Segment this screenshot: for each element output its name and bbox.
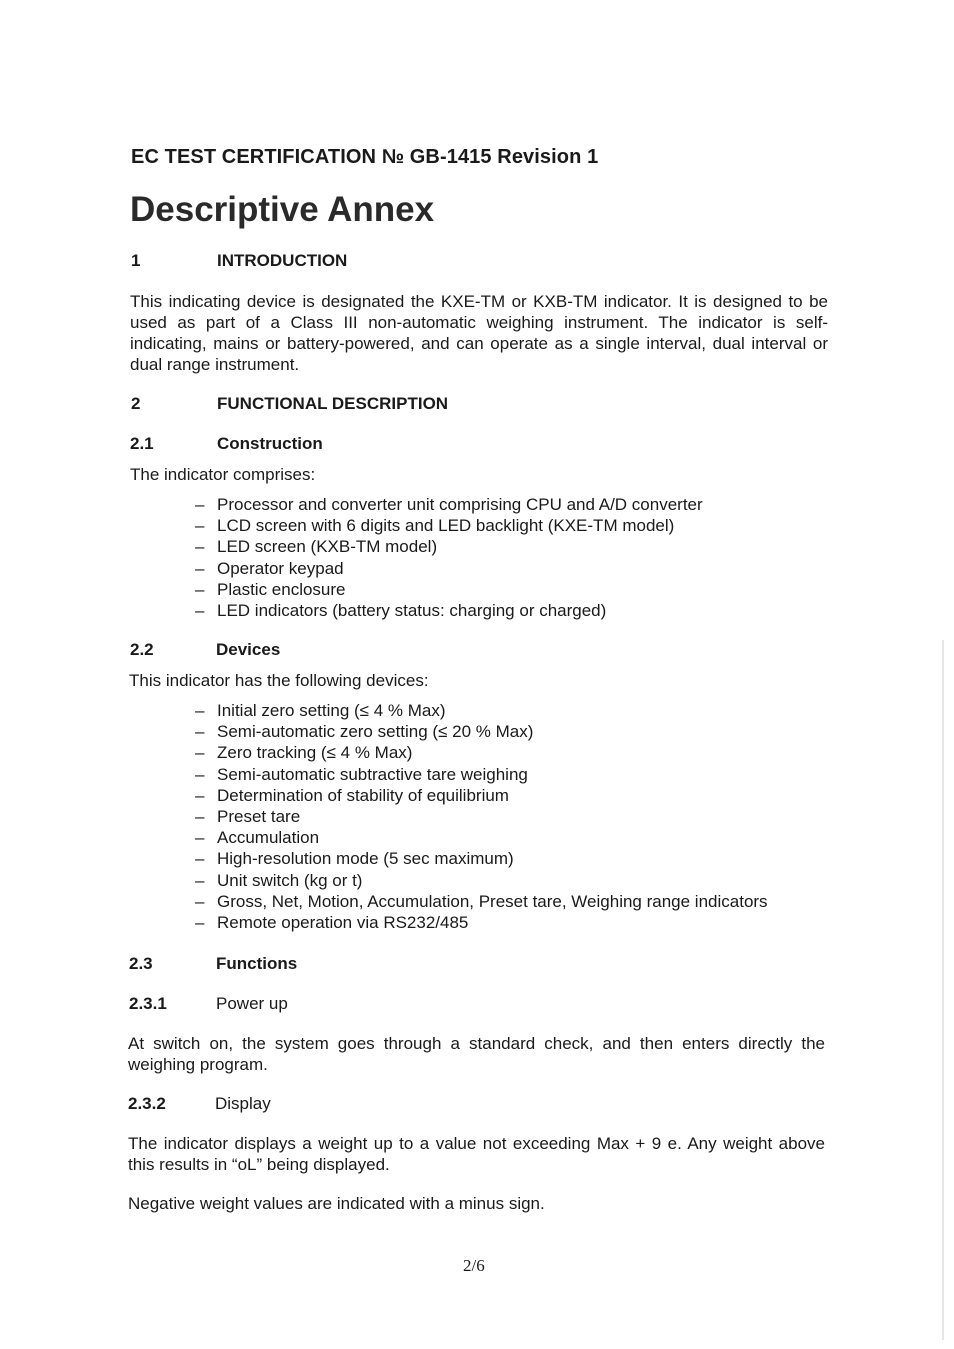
- list-item: [195, 494, 703, 515]
- list-item-text: Remote operation via RS232/485: [217, 913, 469, 933]
- bullet-dash: –: [195, 701, 205, 720]
- list-item: [195, 806, 768, 827]
- bullet-dash: –: [195, 828, 205, 848]
- list-item: [195, 579, 703, 600]
- list-item-text: LED indicators (battery status: charging or charged): [217, 601, 607, 621]
- section-1-title: INTRODUCTION: [217, 251, 348, 270]
- bullet-dash: –: [195, 516, 205, 536]
- list-item: [195, 848, 768, 869]
- page-number: 2/6: [463, 1256, 485, 1275]
- list-item: [195, 536, 703, 557]
- list-item-text: LED screen (KXB-TM model): [217, 537, 438, 557]
- list-item-text: Initial zero setting (≤ 4 % Max): [217, 701, 446, 720]
- list-item-text: Gross, Net, Motion, Accumulation, Preset tare, Weighing range indicators: [217, 891, 768, 911]
- bullet-dash: –: [195, 495, 205, 514]
- list-item: [195, 764, 768, 785]
- list-item: [195, 558, 703, 579]
- bullet-dash: –: [195, 764, 205, 784]
- bullet-dash: –: [195, 849, 205, 869]
- list-item-text: Accumulation: [217, 828, 320, 848]
- section-2-3-1-paragraph: At switch on, the system goes through a standard check, and then enters directly the weighing program.: [128, 1034, 825, 1074]
- bullet-dash: –: [195, 870, 205, 890]
- list-item-text: Preset tare: [217, 807, 301, 827]
- section-2-2-intro: This indicator has the following devices:: [129, 671, 429, 690]
- list-item-text: Semi-automatic subtractive tare weighing: [217, 764, 528, 784]
- list-item: [195, 912, 768, 933]
- list-item: [195, 870, 768, 891]
- section-2-3-1-number: 2.3.1: [129, 994, 167, 1013]
- section-1-paragraph: This indicating device is designated the KXE-TM or KXB-TM indicator. It is designed to be used as part of a Class III non-automatic weighing instrument. The indicator is self-indicating, mains or battery-powered, and can operate as a single interval, dual interval or dual range instrument.: [130, 292, 828, 374]
- list-item-text: Semi-automatic zero setting (≤ 20 % Max): [217, 722, 534, 742]
- list-item-text: Operator keypad: [217, 558, 344, 578]
- list-item-text: High-resolution mode (5 sec maximum): [217, 849, 514, 869]
- list-item: [195, 891, 768, 912]
- list-item: [195, 785, 768, 806]
- bullet-dash: –: [195, 743, 205, 763]
- bullet-dash: –: [195, 579, 205, 599]
- section-2-3-2-number: 2.3.2: [128, 1094, 166, 1113]
- list-item: [195, 742, 768, 763]
- bullet-dash: –: [195, 722, 205, 742]
- list-item: [195, 721, 768, 742]
- section-2-number: 2: [131, 394, 141, 413]
- bullet-dash: –: [195, 558, 205, 578]
- section-2-3-1-title: Power up: [216, 994, 288, 1013]
- annex-title: Descriptive Annex: [130, 190, 435, 229]
- construction-list: [195, 494, 703, 621]
- scan-edge-shadow: [942, 640, 944, 1340]
- section-2-2-number: 2.2: [130, 640, 154, 659]
- section-2-3-title: Functions: [216, 954, 298, 973]
- list-item-text: Processor and converter unit comprising CPU and A/D converter: [217, 495, 703, 514]
- list-item-text: Plastic enclosure: [217, 579, 346, 599]
- section-2-1-title: Construction: [217, 434, 323, 453]
- list-item: [195, 515, 703, 536]
- section-2-2-title: Devices: [216, 640, 281, 659]
- list-item: [195, 600, 703, 621]
- list-item-text: LCD screen with 6 digits and LED backlight (KXE-TM model): [217, 516, 675, 536]
- section-2-1-intro: The indicator comprises:: [130, 465, 316, 484]
- bullet-dash: –: [195, 601, 205, 621]
- bullet-dash: –: [195, 807, 205, 827]
- bullet-dash: –: [195, 537, 205, 557]
- section-2-3-2-paragraph-1: The indicator displays a weight up to a value not exceeding Max + 9 e. Any weight above this results in “oL” being displayed.: [128, 1134, 825, 1174]
- section-2-3-2-title: Display: [215, 1094, 271, 1113]
- certificate-title: EC TEST CERTIFICATION № GB-1415 Revision 1: [131, 146, 599, 168]
- section-2-title: FUNCTIONAL DESCRIPTION: [217, 394, 449, 413]
- list-item-text: Unit switch (kg or t): [217, 870, 363, 890]
- bullet-dash: –: [195, 785, 205, 805]
- list-item: [195, 700, 768, 721]
- bullet-dash: –: [195, 913, 205, 933]
- section-1-number: 1: [131, 251, 141, 270]
- list-item-text: Zero tracking (≤ 4 % Max): [217, 743, 413, 763]
- bullet-dash: –: [195, 891, 205, 911]
- devices-list: [195, 700, 768, 933]
- section-2-3-2-paragraph-2: Negative weight values are indicated with a minus sign.: [128, 1194, 545, 1213]
- list-item-text: Determination of stability of equilibrium: [217, 785, 509, 805]
- section-2-3-number: 2.3: [129, 954, 153, 973]
- section-2-1-number: 2.1: [130, 434, 154, 453]
- list-item: [195, 827, 768, 848]
